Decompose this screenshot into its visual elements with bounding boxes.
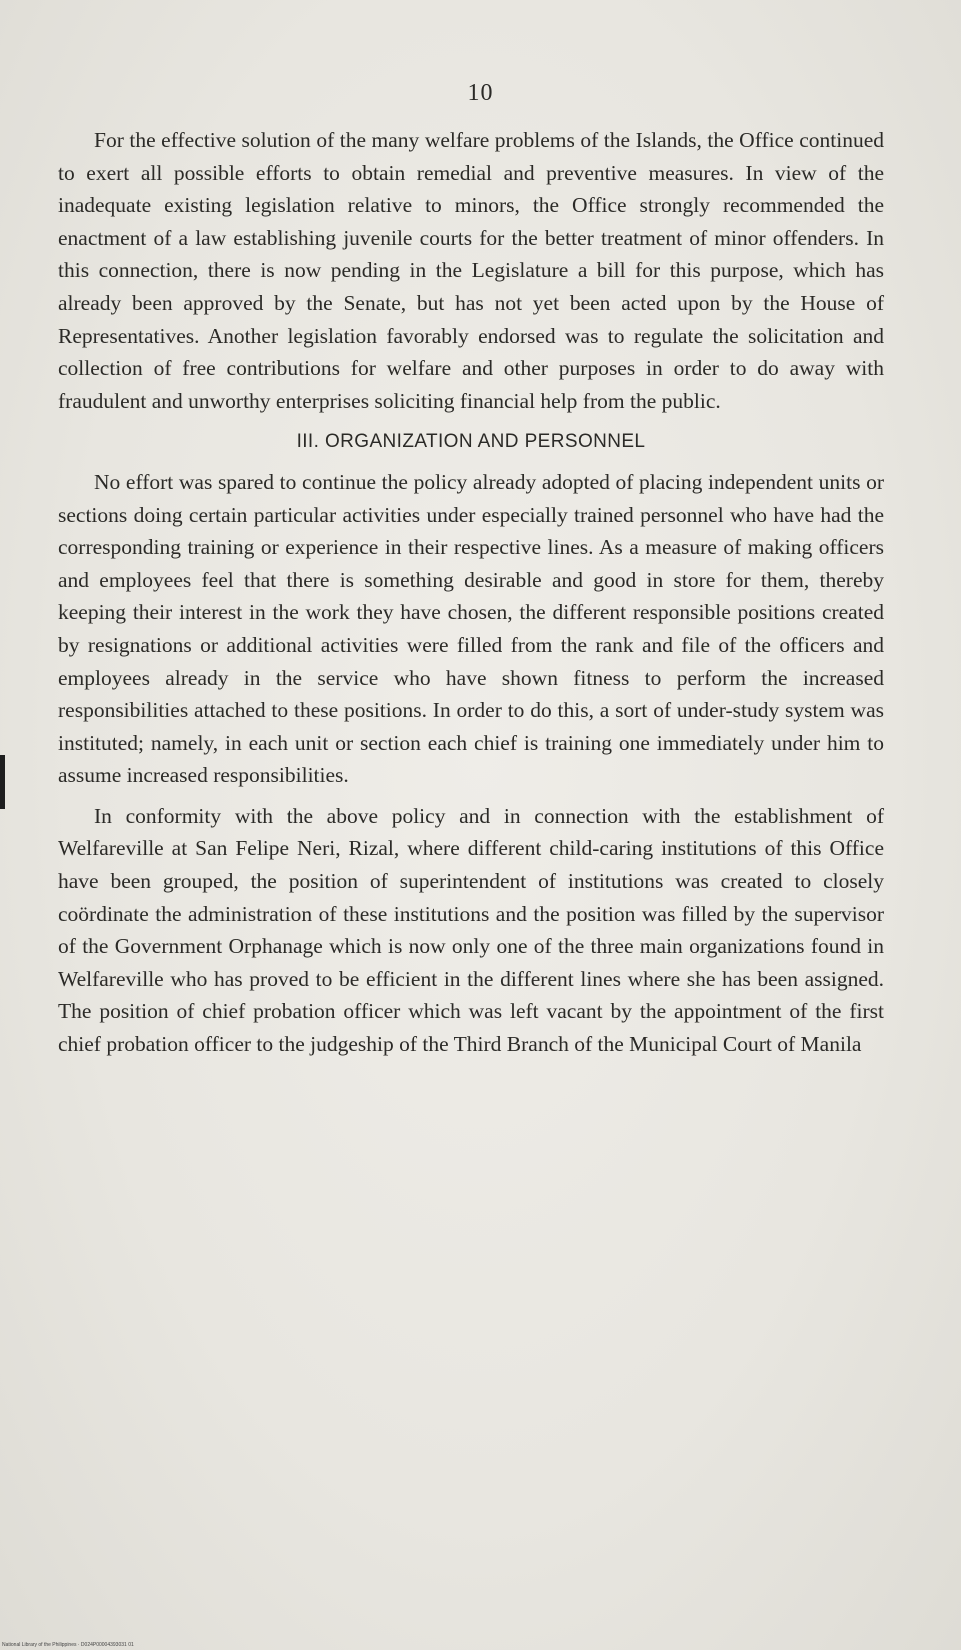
page-number: 10	[467, 80, 494, 106]
scan-edge-mark	[0, 755, 5, 809]
scan-footer: National Library of the Philippines · D024P00004393031 01	[2, 1642, 134, 1648]
section-heading: III. ORGANIZATION AND PERSONNEL	[296, 431, 646, 453]
paragraph-gap	[58, 792, 884, 800]
paragraph-personnel-policy: No effort was spared to continue the policy already adopted of placing independent units or sections doing certain particular activities under especially trained personnel who have had the corresponding training or experience in their respective lines. As a measure of making officers and employees feel that there is something desirable and good in store for them, thereby keeping their interest in the work they have chosen, the different responsible positions created by resignations or additional activities were filled from the rank and file of the officers and employees already in the service who have shown fitness to perform the increased responsibilities attached to these positions. In order to do this, a sort of under-study system was instituted; namely, in each unit or section each chief is training one immediately under him to assume increased responsibilities.	[58, 469, 884, 788]
paragraph-welfareville: In conformity with the above policy and in connection with the establishment of Welfareville at San Felipe Neri, Rizal, where different child-caring institutions of this Office have been grouped, the position of superintendent of institutions was created to closely coördinate the administration of these institutions and the position was filled by the supervisor of the Government Orphanage which is now only one of the three main organizations found in Welfareville who has proved to be efficient in the different lines where she has been assigned. The position of chief probation officer which was left vacant by the appointment of the first chief probation officer to the judgeship of the Third Branch of the Municipal Court of Manila	[58, 803, 884, 1057]
page-body	[58, 124, 884, 1061]
paragraph-welfare-legislation: For the effective solution of the many welfare problems of the Islands, the Office continued to exert all possible efforts to obtain remedial and preventive measures. In view of the inadequate existing legislation relative to minors, the Office strongly recommended the enactment of a law establishing juvenile courts for the better treatment of minor offenders. In this connection, there is now pending in the Legislature a bill for this purpose, which has already been approved by the Senate, but has not yet been acted upon by the House of Representatives. Another legislation favorably endorsed was to regulate the solicitation and collection of free contributions for welfare and other purposes in order to do away with fraudulent and unworthy enterprises soliciting financial help from the public.	[58, 128, 884, 413]
